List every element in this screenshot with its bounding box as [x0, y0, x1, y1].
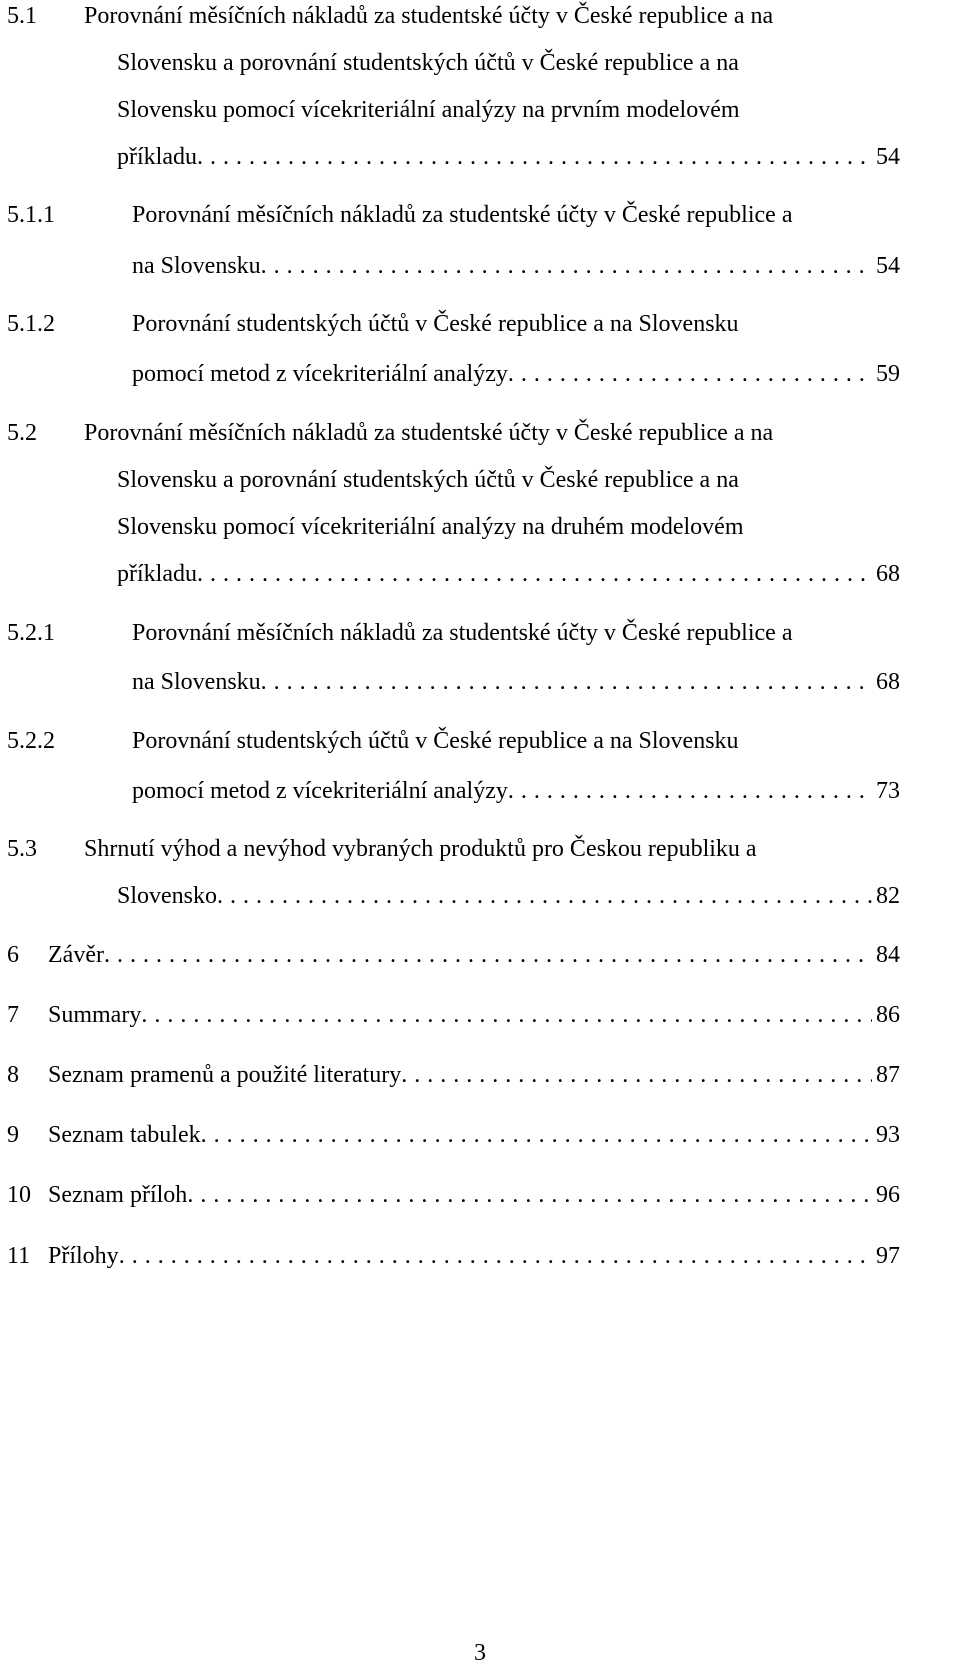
toc-leader-dots — [141, 1002, 872, 1029]
toc-entry-title: Závěr — [48, 942, 104, 968]
toc-entry-page: 84 — [876, 942, 900, 968]
toc-entry-line: Slovensku a porovnání studentských účtů v České republice a na — [117, 467, 739, 493]
toc-entry-last-line — [117, 561, 900, 588]
toc-entry-line: Porovnání měsíčních nákladů za studentské účty v České republice a na — [84, 420, 774, 446]
toc-entry-last-line — [48, 1122, 900, 1149]
toc-entry-number: 6 — [7, 942, 19, 968]
toc-entry-last-line — [132, 669, 900, 696]
toc-entry-number: 5.3 — [7, 836, 37, 862]
toc-entry-number: 11 — [7, 1243, 31, 1269]
toc-entry-title: pomocí metod z vícekriteriální analýzy — [132, 361, 508, 387]
toc-entry-line: Porovnání studentských účtů v České republice a na Slovensku — [132, 311, 739, 337]
toc-entry-page: 82 — [876, 883, 900, 909]
toc-entry-page: 97 — [876, 1243, 900, 1269]
toc-entry-title: na Slovensku — [132, 253, 261, 279]
toc-entry-last-line — [132, 253, 900, 280]
toc-leader-dots — [261, 669, 872, 696]
toc-leader-dots — [104, 942, 872, 969]
toc-entry-page: 96 — [876, 1182, 900, 1208]
toc-entry-last-line — [48, 1243, 900, 1270]
toc-entry-page: 86 — [876, 1002, 900, 1028]
toc-entry-number: 5.2.1 — [7, 620, 55, 646]
toc-entry-line: Porovnání měsíčních nákladů za studentské účty v České republice a na — [84, 3, 774, 29]
toc-entry-page: 73 — [876, 778, 900, 804]
toc-entry-last-line — [48, 1002, 900, 1029]
page-number: 3 — [474, 1640, 486, 1666]
toc-entry-line: Slovensku pomocí vícekriteriální analýzy na prvním modelovém — [117, 97, 740, 123]
toc-entry-title: Seznam pramenů a použité literatury — [48, 1062, 402, 1088]
toc-entry-number: 8 — [7, 1062, 19, 1088]
toc-leader-dots — [261, 253, 872, 280]
toc-leader-dots — [217, 883, 872, 910]
toc-entry-last-line — [117, 883, 900, 910]
toc-entry-number: 10 — [7, 1182, 31, 1208]
toc-leader-dots — [197, 561, 872, 588]
toc-entry-number: 5.1.1 — [7, 202, 55, 228]
toc-entry-page: 68 — [876, 669, 900, 695]
toc-entry-number: 5.2 — [7, 420, 37, 446]
toc-entry-title: na Slovensku — [132, 669, 261, 695]
toc-entry-last-line — [48, 942, 900, 969]
toc-entry-title: Seznam příloh — [48, 1182, 188, 1208]
toc-entry-page: 59 — [876, 361, 900, 387]
toc-entry-line: Slovensku a porovnání studentských účtů v České republice a na — [117, 50, 739, 76]
toc-entry-title: příkladu — [117, 144, 197, 170]
toc-entry-page: 87 — [876, 1062, 900, 1088]
toc-entry-title: Přílohy — [48, 1243, 119, 1269]
toc-entry-last-line — [48, 1182, 900, 1209]
toc-entry-title: Summary — [48, 1002, 142, 1028]
toc-entry-page: 54 — [876, 253, 900, 279]
toc-entry-title: pomocí metod z vícekriteriální analýzy — [132, 778, 508, 804]
toc-entry-page: 54 — [876, 144, 900, 170]
toc-entry-number: 7 — [7, 1002, 19, 1028]
toc-leader-dots — [187, 1182, 872, 1209]
toc-entry-line: Porovnání měsíčních nákladů za studentské účty v České republice a — [132, 620, 793, 646]
toc-leader-dots — [197, 144, 872, 171]
toc-entry-line: Porovnání měsíčních nákladů za studentské účty v České republice a — [132, 202, 793, 228]
toc-entry-line: Slovensku pomocí vícekriteriální analýzy na druhém modelovém — [117, 514, 744, 540]
toc-entry-line: Shrnutí výhod a nevýhod vybraných produktů pro Českou republiku a — [84, 836, 757, 862]
toc-leader-dots — [401, 1062, 872, 1089]
toc-entry-last-line — [132, 778, 900, 805]
toc-leader-dots — [508, 778, 872, 805]
toc-entry-page: 93 — [876, 1122, 900, 1148]
toc-entry-title: příkladu — [117, 561, 197, 587]
toc-entry-number: 5.2.2 — [7, 728, 55, 754]
toc-entry-last-line — [132, 361, 900, 388]
toc-entry-number: 5.1.2 — [7, 311, 55, 337]
toc-leader-dots — [508, 361, 872, 388]
toc-entry-line: Porovnání studentských účtů v České republice a na Slovensku — [132, 728, 739, 754]
toc-entry-last-line — [48, 1062, 900, 1089]
toc-entry-title: Slovensko — [117, 883, 218, 909]
toc-entry-title: Seznam tabulek — [48, 1122, 201, 1148]
toc-entry-last-line — [117, 144, 900, 171]
toc-entry-number: 9 — [7, 1122, 19, 1148]
toc-leader-dots — [201, 1122, 872, 1149]
toc-entry-page: 68 — [876, 561, 900, 587]
toc-leader-dots — [119, 1243, 872, 1270]
toc-entry-number: 5.1 — [7, 3, 37, 29]
